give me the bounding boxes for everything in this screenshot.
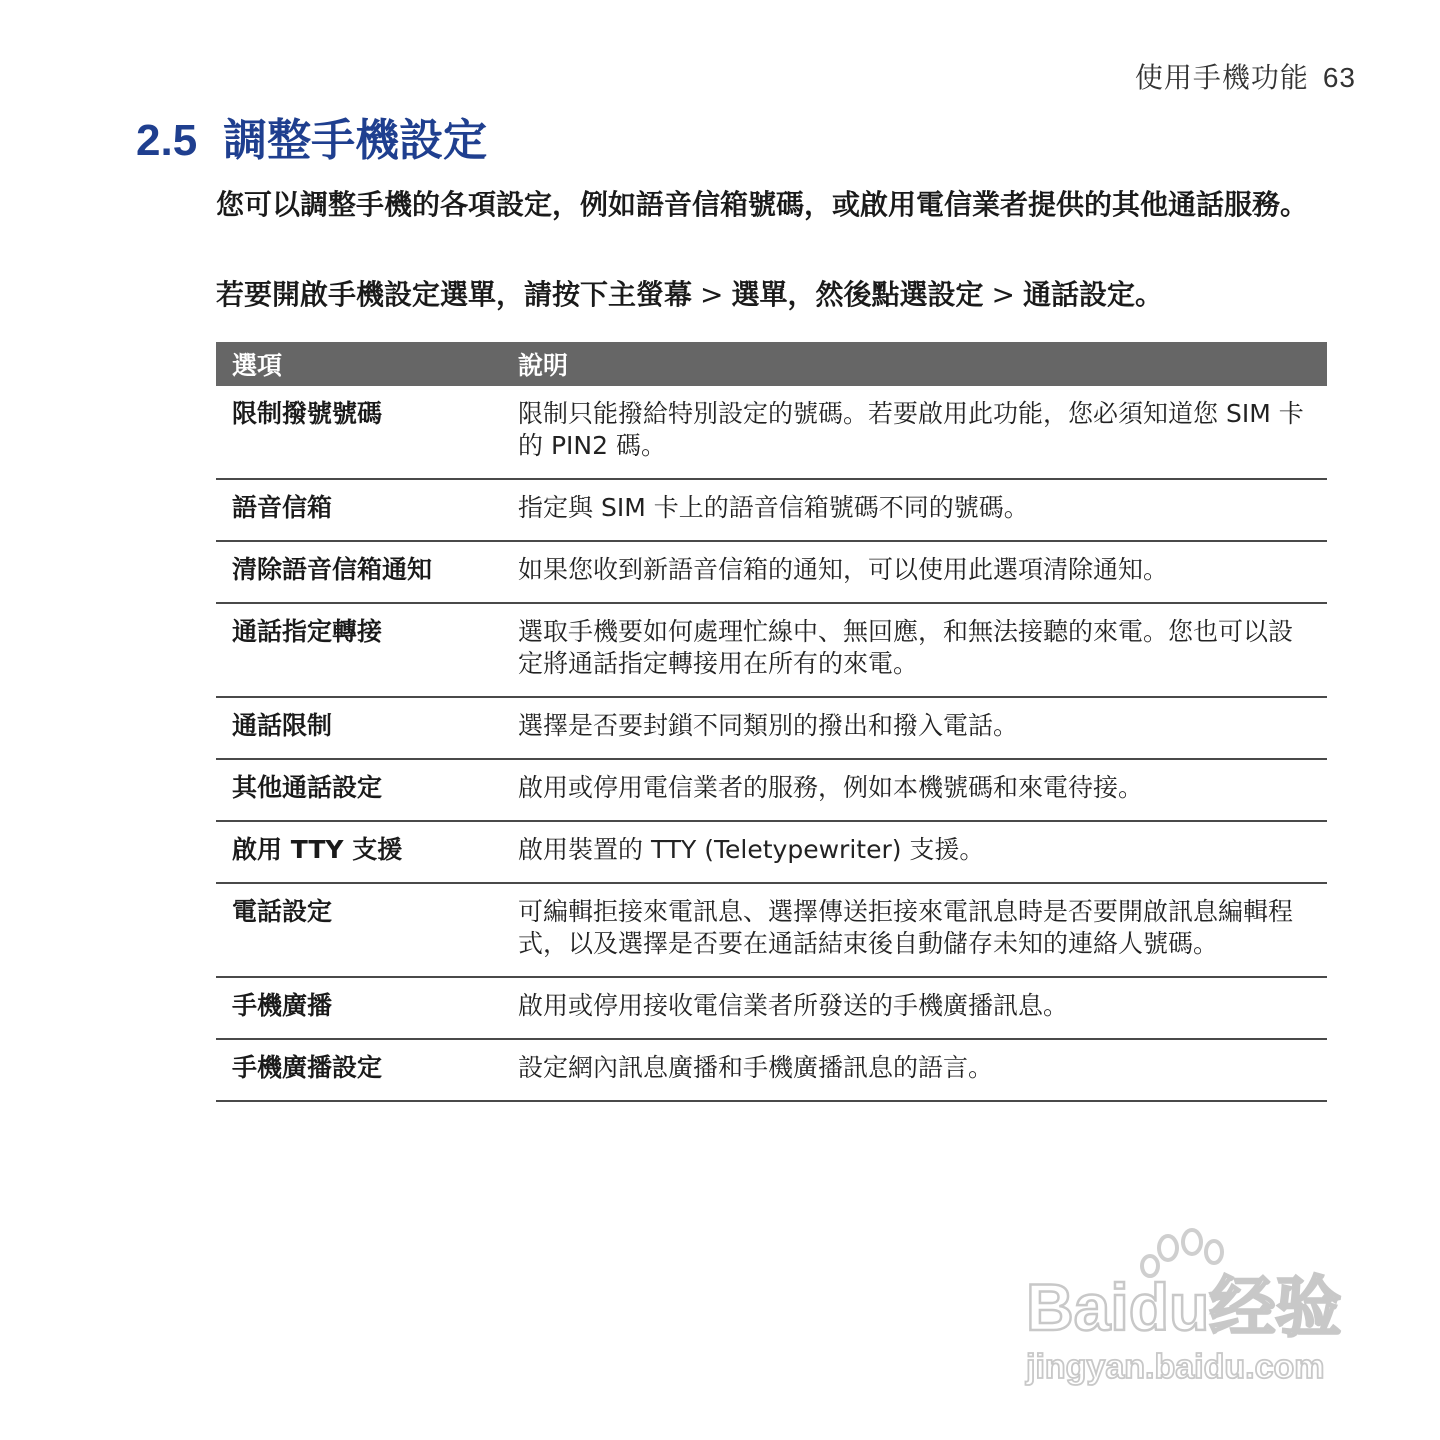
description-cell: 設定網內訊息廣播和手機廣播訊息的語言。	[502, 1039, 1327, 1101]
option-cell: 通話限制	[216, 697, 502, 759]
option-cell: 手機廣播	[216, 977, 502, 1039]
option-cell: 手機廣播設定	[216, 1039, 502, 1101]
description-cell: 如果您收到新語音信箱的通知，可以使用此選項清除通知。	[502, 541, 1327, 603]
section-number: 2.5	[136, 116, 198, 165]
table-row	[216, 977, 1327, 1039]
section-title-text: 調整手機設定	[223, 115, 488, 166]
chapter-title: 使用手機功能	[1134, 61, 1309, 94]
description-cell: 選取手機要如何處理忙線中、無回應，和無法接聽的來電。您也可以設定將通話指定轉接用在所有的來電。	[502, 603, 1327, 697]
instruction-part-2: 選單，然後點選設定	[731, 278, 984, 311]
table-row	[216, 697, 1327, 759]
option-cell: 其他通話設定	[216, 759, 502, 821]
watermark-brand: Baidu经验	[1026, 1270, 1342, 1344]
description-cell: 可編輯拒接來電訊息、選擇傳送拒接來電訊息時是否要開啟訊息編輯程式，以及選擇是否要在通話結束後自動儲存未知的連絡人號碼。	[502, 883, 1327, 977]
description-cell: 啟用裝置的 TTY (Teletypewriter) 支援。	[502, 821, 1327, 883]
description-cell: 指定與 SIM 卡上的語音信箱號碼不同的號碼。	[502, 479, 1327, 541]
header-option: 選項	[216, 342, 502, 386]
table-row	[216, 759, 1327, 821]
option-cell: 啟用 TTY 支援	[216, 821, 502, 883]
instruction-part-1: 若要開啟手機設定選單，請按下主螢幕	[216, 278, 693, 311]
table-row	[216, 479, 1327, 541]
option-cell: 通話指定轉接	[216, 603, 502, 697]
page-header	[1135, 56, 1356, 96]
description-cell: 限制只能撥給特別設定的號碼。若要啟用此功能，您必須知道您 SIM 卡的 PIN2 碼。	[502, 386, 1327, 479]
section-title	[136, 104, 487, 168]
separator-arrow: >	[700, 278, 724, 311]
table-row	[216, 386, 1327, 479]
table-row	[216, 603, 1327, 697]
option-cell: 電話設定	[216, 883, 502, 977]
page-number: 63	[1322, 62, 1356, 93]
separator-arrow: >	[991, 278, 1015, 311]
watermark-url: jingyan.baidu.com	[1026, 1348, 1325, 1386]
description-cell: 選擇是否要封鎖不同類別的撥出和撥入電話。	[502, 697, 1327, 759]
instruction-part-3: 通話設定。	[1022, 278, 1163, 311]
baidu-watermark-logo	[1020, 1226, 1360, 1396]
table-row	[216, 541, 1327, 603]
table-header-row	[216, 342, 1327, 386]
description-cell: 啟用或停用電信業者的服務，例如本機號碼和來電待接。	[502, 759, 1327, 821]
option-cell: 語音信箱	[216, 479, 502, 541]
settings-table	[216, 342, 1327, 1102]
instruction-paragraph	[216, 276, 1328, 314]
table-row	[216, 883, 1327, 977]
intro-paragraph: 您可以調整手機的各項設定，例如語音信箱號碼，或啟用電信業者提供的其他通話服務。	[216, 188, 1309, 221]
description-cell: 啟用或停用接收電信業者所發送的手機廣播訊息。	[502, 977, 1327, 1039]
header-description: 說明	[502, 342, 1327, 386]
table-row	[216, 821, 1327, 883]
option-cell: 清除語音信箱通知	[216, 541, 502, 603]
table-row	[216, 1039, 1327, 1101]
option-cell: 限制撥號號碼	[216, 386, 502, 479]
